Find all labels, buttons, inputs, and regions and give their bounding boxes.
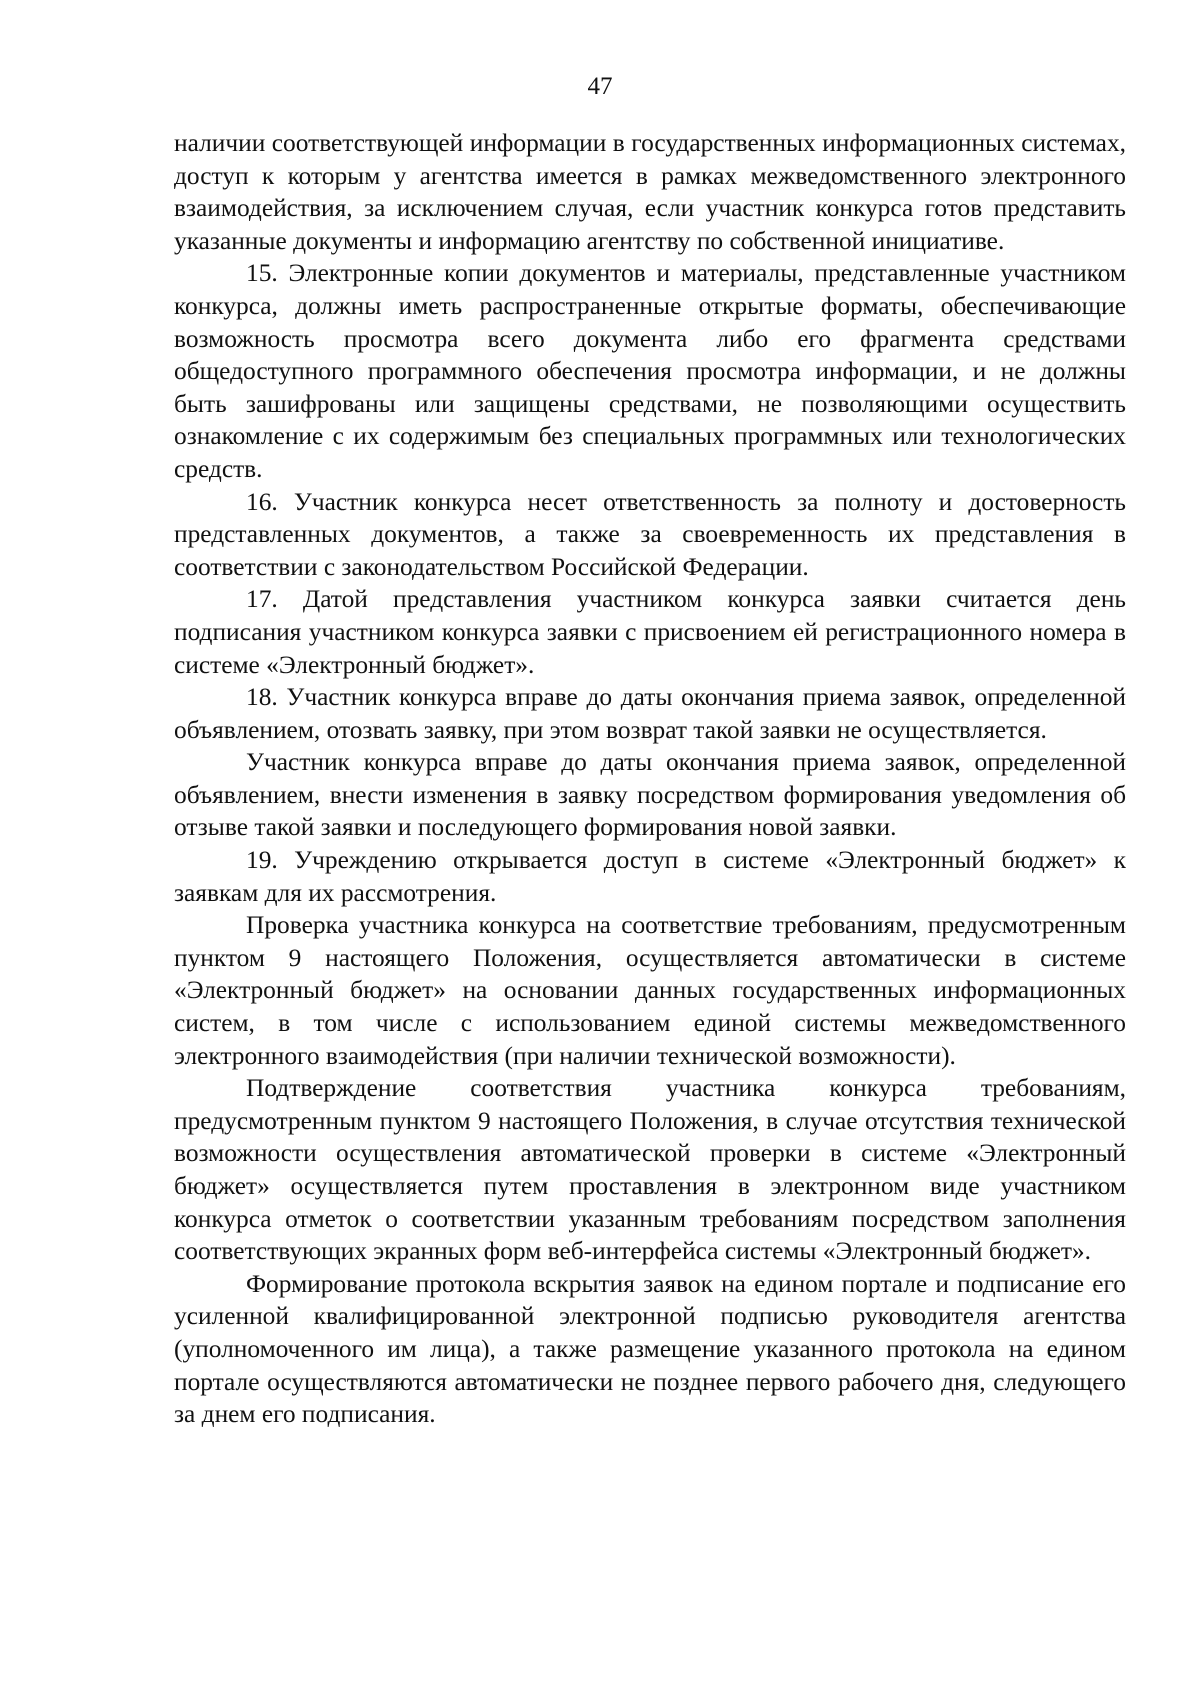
paragraph-item-15: 15. Электронные копии документов и материалы, представленные участником конкурса, должны иметь распространенные открытые форматы, обеспечивающие возможность просмотра всего документа либо его фрагмента средствами общедоступного программного обеспечения просмотра информации, и не должны быть зашифрованы или защищены средствами, не позволяющими осуществить ознакомление с их содержимым без специальных программных или технологических средств. [174, 259, 1126, 483]
document-body [174, 127, 1126, 1431]
paragraph-item-18-amendment: Участник конкурса вправе до даты окончания приема заявок, определенной объявлением, внести изменения в заявку посредством формирования уведомления об отзыве такой заявки и последующего формирования новой заявки. [174, 748, 1126, 842]
paragraph-item-19: 19. Учреждению открывается доступ в системе «Электронный бюджет» к заявкам для их рассмотрения. [174, 846, 1126, 907]
paragraph-continuation: наличии соответствующей информации в государственных информационных системах, доступ к которым у агентства имеется в рамках межведомственного электронного взаимодействия, за исключением случая, если участник конкурса готов представить указанные документы и информацию агентству по собственной инициативе. [174, 129, 1126, 255]
paragraph-automatic-check: Проверка участника конкурса на соответствие требованиям, предусмотренным пунктом 9 настоящего Положения, осуществляется автоматически в системе «Электронный бюджет» на основании данных государственных информационных систем, в том числе с использованием единой системы межведомственного электронного взаимодействия (при наличии технической возможности). [174, 911, 1126, 1070]
paragraph-item-18: 18. Участник конкурса вправе до даты окончания приема заявок, определенной объявлением, отозвать заявку, при этом возврат такой заявки не осуществляется. [174, 683, 1126, 744]
paragraph-opening-protocol: Формирование протокола вскрытия заявок на едином портале и подписание его усиленной квалифицированной электронной подписью руководителя агентства (уполномоченного им лица), а также размещение указанного протокола на едином портале осуществляются автоматически не позднее первого рабочего дня, следующего за днем его подписания. [174, 1269, 1126, 1429]
paragraph-item-17: 17. Датой представления участником конкурса заявки считается день подписания участником конкурса заявки с присвоением ей регистрационного номера в системе «Электронный бюджет». [174, 585, 1126, 679]
page-number: 47 [587, 73, 613, 100]
paragraph-item-16: 16. Участник конкурса несет ответственность за полноту и достоверность представленных документов, а также за своевременность их представления в соответствии с законодательством Российской Федерации. [174, 487, 1126, 581]
paragraph-manual-confirmation: Подтверждение соответствия участника конкурса требованиям, предусмотренным пунктом 9 настоящего Положения, в случае отсутствия технической возможности осуществления автоматической проверки в системе «Электронный бюджет» осуществляется путем проставления в электронном виде участником конкурса отметок о соответствии указанным требованиям посредством заполнения соответствующих экранных форм веб-интерфейса системы «Электронный бюджет». [174, 1074, 1126, 1266]
